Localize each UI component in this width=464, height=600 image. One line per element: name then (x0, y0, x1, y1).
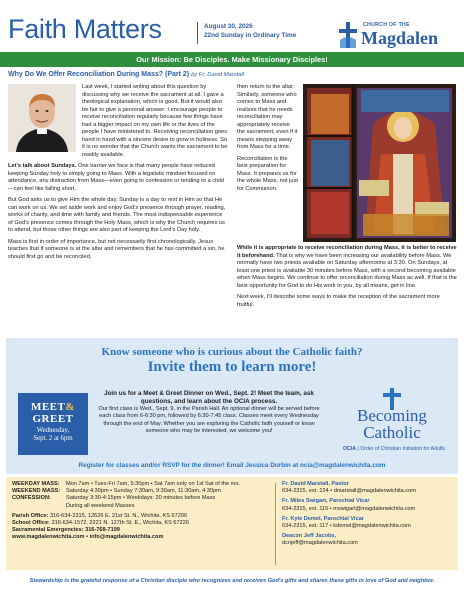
staff-entry (282, 481, 456, 495)
schedule-label: CONFESSION: (12, 495, 51, 502)
schedule-row (12, 503, 272, 510)
sacramental-value: 316-768-7199 (85, 527, 120, 534)
ocia-details (94, 390, 324, 436)
article-heading (8, 71, 244, 78)
issue-date: August 30, 2026 (204, 23, 253, 30)
staff-entry (282, 498, 456, 512)
logo-word-catholic: Catholic (363, 423, 421, 442)
masthead-divider (197, 22, 198, 44)
website-line[interactable]: www.magdalenwichita.com • info@magdalenwichita.com (12, 534, 164, 541)
schedule-row (12, 481, 272, 488)
school-office-value: 316-634-1572, 2221 N. 127th St. E., Wichita, KS 67226 (51, 520, 189, 527)
info-divider (275, 483, 276, 565)
paragraph-emphasis: While it is appropriate to receive reconciliation during Mass, it is better to receive it beforehand. (237, 245, 457, 259)
ocia-full-name: Order of Christian Initiation for Adults (360, 446, 445, 452)
schedule-value: During all weekend Masses (66, 502, 135, 509)
staff-name: Fr. Miles Swigart, Parochial Vicar (282, 498, 370, 505)
issue-date-block (204, 22, 296, 40)
parish-office-label: Parish Office: (12, 512, 49, 519)
staff-name: Fr. Kyle Demel, Parochial Vicar (282, 515, 364, 522)
stained-glass-image (303, 84, 456, 242)
parish-info-box (6, 477, 458, 570)
stained-glass-window-icon (303, 84, 456, 242)
ampersand: & (65, 401, 76, 413)
schedule-value: Saturday 3:30-4:15pm • Weekdays: 20 minutes before Mass (66, 495, 216, 502)
paragraph-lede: Let's talk about Sundays. (8, 163, 77, 169)
meet-greet-badge (18, 393, 88, 455)
schedule-block (12, 481, 272, 542)
ocia-logo-caption: OCIA | Order of Christian Initiation for Adults (343, 446, 445, 452)
article-paragraph: Reconciliation is the best preparation for Mass. It prepares us for the whole Mass, not just for Communion. (237, 155, 299, 192)
school-office-label: School Office: (12, 520, 50, 527)
newsletter-title: Faith Matters (8, 14, 162, 44)
schedule-row (12, 495, 272, 502)
ocia-question: Know someone who is curious about the Catholic faith? (101, 346, 363, 358)
paragraph-body: One barrier we face is that many people have reduced keeping Sunday holy to simply going to Mass. With a legalistic mindset focused on attendance, any distraction from Mass—even going to confession or tending to a child—can feel like falling short. (8, 163, 224, 192)
schedule-label: WEEKDAY MASS: (12, 481, 60, 487)
ocia-abbr: OCIA (343, 446, 356, 452)
article-paragraph: Mass is first in order of importance, but not necessarily first chronologically. Jesus teaches that if someone is at the altar and remembers that he has committed a sin, he should first go and be reconciled, (8, 238, 225, 260)
office-contacts (12, 513, 272, 542)
schedule-row (12, 488, 272, 495)
logo-word-becoming: Becoming (357, 406, 427, 425)
staff-entry (282, 533, 456, 547)
schedule-value: Saturday 4:30pm • Sunday 7:30am, 9:30am, 11:30am, 4:30pm (66, 488, 221, 495)
meet-greet-title (18, 401, 88, 425)
article-column-2-top (237, 84, 299, 197)
sacramental-line (12, 527, 272, 534)
meet-greet-when (18, 427, 88, 443)
church-name: Magdalen (361, 28, 439, 48)
article-byline: by Fr. David Marstall (191, 72, 245, 78)
greet-label: GREET (32, 413, 74, 425)
ocia-body: Our first class is Wed., Sept. 9, in the Parish Hall. An optional dinner will be served before each class from 6-6:30 pm, followed by 6:30-7:45 class. Classes meet every Wednesday through the end of May. Whether you are exploring the Catholic faith yourself or know someone who may be interested, we welcome you! (98, 406, 320, 435)
becoming-catholic-logo (332, 388, 452, 458)
staff-name: Deacon Jeff Jacobs, (282, 533, 337, 540)
staff-name: Fr. David Marstall, Pastor (282, 481, 349, 487)
church-cross-icon (337, 22, 359, 48)
meet-label: MEET (30, 401, 66, 413)
liturgical-occasion: 22nd Sunday in Ordinary Time (204, 32, 297, 39)
stewardship-footer: Stewardship is the grateful response of a Christian disciple who recognizes and receives God's gifts and shares these gifts in love of God and neighbor. (29, 578, 435, 584)
schedule-value: Mon 7am • Tues-Fri 7am, 5:30pm • Sat 7am only on 1st Sat of the mo. (66, 481, 240, 487)
paragraph-body: That is why we have been increasing our availability before Mass. We normally have two priests available on Saturday afternoons at 3:30. On Sundays, at least one priest is available 30 minutes before Mass, with a second becoming available when Mass begins. We continue to offer reconciliation during Mass as well. If that is the best opportunity for God to do His work in you, by all means, get in line. (237, 252, 457, 289)
school-office-line (12, 520, 272, 527)
ocia-register-line: Register for classes and/or RSVP for the dinner! Email Jessica Durbin at ocia@magdalenwichita.com (78, 462, 386, 469)
mass-schedule (12, 481, 272, 510)
staff-contact[interactable]: dcnjeff@magdalenwichita.com (282, 540, 358, 547)
article-title: Why Do We Offer Reconciliation During Mass? (Part 2) (8, 71, 190, 78)
church-logo (337, 18, 459, 52)
article-paragraph: But God asks us to give Him the whole day. Sunday is a day to rest in Him so that He can work on us. We set aside work and enjoy God's presence through prayer, reading, works of charity, and time with family and friends. The most indispensable experience of God's presence comes through the Holy Mass, which is why the Church requires us to attend, but those other things are also part of keeping the Lord's Day holy. (8, 197, 226, 233)
article-paragraph: Last week, I started writing about this question by discussing why we receive the sacrament at all. I gave a theological explanation, which is good. But it would also be fair to give a personal answer: I encourage people to receive reconciliation regularly because few things have had a bigger impact on my own life or the lives of the people I have ministered to. Receiving reconciliation goes hand in hand with a sincere desire to grow in holiness. So it is no wonder that the Church wants the sacrament to be readily available. (82, 84, 228, 158)
article-paragraph: then return to the altar. Similarly, someone who comes to Mass and realizes that he needs reconciliation may appropriately receive the sacrament, even if it means stepping away from Mass for a time. (237, 84, 298, 150)
author-photo (8, 84, 76, 152)
staff-directory (282, 481, 456, 551)
masthead (0, 0, 464, 52)
schedule-label: WEEKEND MASS: (12, 488, 61, 495)
staff-contact[interactable]: 634-2315, ext. 115 • mswigart@magdalenwichita.com (282, 505, 416, 512)
article-paragraph: Next week, I'll describe some ways to make the reception of the sacrament more fruitful. (237, 294, 440, 308)
meet-time: Sept. 2 at 6pm (33, 435, 73, 442)
mission-banner: Our Mission: Be Disciples. Make Missionary Disciples! (0, 52, 464, 67)
staff-entry (282, 516, 456, 530)
meet-day: Wednesday, (36, 427, 70, 434)
article-paragraph (8, 163, 228, 193)
staff-contact[interactable]: 634-2315, ext. 124 • dmarstall@magdalenwichita.com (282, 488, 416, 495)
staff-contact[interactable]: 634-2315, ext. 117 • kdemel@magdalenwichita.com (282, 523, 411, 530)
church-of-label: CHURCH OF THE (363, 22, 410, 28)
priest-portrait-icon (8, 84, 76, 152)
article-paragraph (237, 245, 458, 290)
parish-office-value: 316-634-2315, 12626 E. 21st St. N., Wichita, KS 67206 (49, 512, 188, 519)
ocia-headline: Join us for a Meet & Greet Dinner on Wed., Sept. 2! Meet the team, ask questions, and learn about the OCIA process. (104, 390, 314, 405)
ocia-invite-heading: Invite them to learn more! (147, 359, 317, 375)
schedule-label (12, 503, 66, 510)
article-column-2-bottom (237, 245, 458, 313)
ocia-announcement (6, 338, 458, 474)
sacramental-label: Sacramental Emergencies: (12, 527, 84, 534)
parish-office-line (12, 513, 272, 520)
